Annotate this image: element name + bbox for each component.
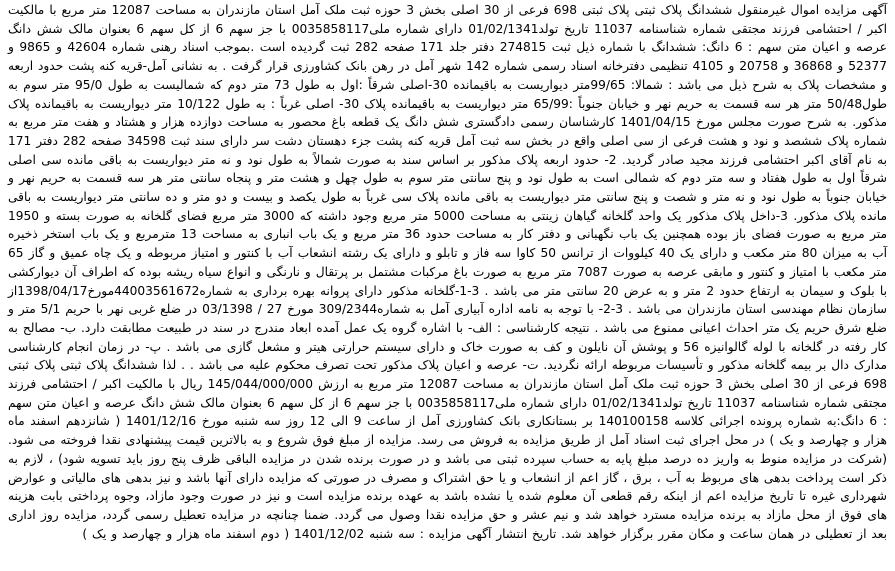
notice-body-text: آگهی مزایده اموال غیرمنقول ششدانگ پلاک ثبتی پلاک ثبتی 698 فرعی از 30 اصلی بخش 3 حوزه ثبت ملک آمل استان مازندران به مساحت 12087 متر مربع با مالکیت اکبر / احتشامی فرزند مجتقی شماره شناسنامه 11037 تاریخ تولد01/02/1341 دارای شماره ملی0035858117 با جز سهم 6 از کل سهم 6 بعنوان مالک شش دانگ عرصه و اعیان متن سهم : 6 دانگ: ششدانگ با شماره ذیل ثبت 274815 دفتر جلد 171 صفحه 282 ثبت گردیده است .بموجب اسناد رهنی شماره 42604 و 9865 و 52377 و 36868 و 20758 و 4105 تنظیمی دفترخانه اسناد رسمی شماره 142 شهر آمل در رهن بانک کشاورزی قرار گرفت . به نشانی آمل-قریه کنه پشت حدود اربعه و مشخصات پلاک به شرح ذیل می باشد : شمالا: 99/65متر دیواریست به باقیمانده 30-اصلی شرقاً :اول به طول 73 متر دوم که شمالیست به طول 95/0 متر سوم به طول50/48 متر هر سه قسمت به حریم نهر و خیابان جنوباً :65/99 متر دیواریست به باقیمانده پلاک 30- اصلی غرباً : به طول 10/122 متر دیواریست به باقیمانده پلاک مذکور. به شرح صورت مجلس مورخ 1401/04/15 کارشناسان رسمی دادگستری شش دانگ یک قطعه باغ محصور به مساحت دوازده هزار و هشتاد و هفت متر مربع به شماره پلاک ششصد و نود و هشت فرعی از سی اصلی واقع در بخش سه ثبت آمل قریه کنه پشت جزء دهستان دشت سر دارای سند ثبت 34598 صفحه 282 دفتر 171 به نام آقای اکبر احتشامی فرزند مجید صادر گردید. 2- حدود اربعه پلاک مذکور بر اساس سند به صورت شمالاً به طول نود و نه متر دیواریست به باقی مانده سی اصلی شرقاً اول به طول هفتاد و سه متر دوم که شمالی است به طول نود و پنج سانتی متر سوم به طول چهل و هشت متر و پنجاه سانتی متر هر سه قسمت به حریم نهر و خیابان جنوباً به طول نود و نه متر و شصت و پنج سانتی متر دیواریست به باقی مانده پلاک سی غرباً به طول یکصد و بیست و دو متر و ده سانتی متر دیواریست به باقی مانده پلاک مذکور. 3-داخل پلاک مذکور یک واحد گلخانه گیاهان زینتی به مساحت 5000 متر مربع وجود داشته که 3000 متر مربع فضای گلخانه به صورت بسته و 1950 متر مربع به صورت فضای باز بوده همچنین یک باب نگهبانی و دفتر کار به مساحت حدود 36 متر مربع و یک باب انباری به مساحت 13 مترمربع و یک باب استخر ذخیره آب به میزان 80 متر مکعب و دارای یک 40 کیلووات از ترانس 50 کاوا سه فاز و تابلو و دارای یک رشته انشعاب آب با کنتور و امتیاز مربوطه و یک چاه عمیق و گاز 65 متر مکعب با امتیاز و کنتور و مابقی عرصه به صورت 7087 متر مربع به صورت باغ مرکبات مشتمل بر پرتقال و نارنگی و انواع سیاه ریشه بوده که اطراف آن دیوارکشی با بلوک و سیمان به ارتفاع حدود 2 متر و به عرض 20 سانتی متر می باشد . 3-1-گلخانه مذکور دارای پروانه بهره برداری به شماره44003561672مورخ1398/04/17از سازمان نظام مهندسی استان مازندران می باشد . 3-2- با توجه به نامه اداره آبیاری آمل به شماره309/2344 مورخ 27 / 03/1398 در ضلع غربی نهر با حریم 5/1 متر و ضلع شرق حریم یک متر احداث اعیانی ممنوع می باشد . نتیجه کارشناسی : الف- با اشاره گروه یک عمل آمده ابعاد مندرج در سند در طبیعت مطابقت دارد. ب- مصالح به کار رفته در گلخانه با لوله گالوانیزه 56 و پوشش آن نایلون و کف به صورت خاک و دارای سیستم حرارتی هیتر و مشعل گازی می باشد . پ- در زمان انجام کارشناسی مدارک دال بر بیمه گلخانه مذکور و تأسیسات مربوطه ارائه نگردید. ت- عرصه و اعیان پلاک مذکور تحت تصرف محکوم علیه می باشد . . لذا ششدانگ پلاک ثبتی پلاک ثبتی 698 فرعی از 30 اصلی بخش 3 حوزه ثبت ملک آمل استان مازندران به مساحت 12087 متر مربع به ارزش 145/044/000/000 ریال با مالکیت اکبر / احتشامی فرزند مجتقی شماره شناسنامه 11037 تاریخ تولد01/02/1341 دارای شماره ملی0035858117 با جز سهم 6 از کل سهم 6 بعنوان مالک شش دانگ عرصه و اعیان متن سهم : 6 دانگ:به شماره پرونده اجرائی کلاسه 140100158 بر بستانکاری بانک کشاورزی آمل از ساعت 9 الی 12 روز سه شنبه مورخ 1401/12/16 ( شانزدهم اسفند ماه هزار و چهارصد و یک ) در محل اجرای ثبت اسناد آمل از طریق مزایده به فروش می رسد. مزایده از مبلغ فوق شروع و به بالاترین قیمت پیشنهادی نقدا فروخته می شود.(شرکت در مزایده منوط به واریز ده درصد مبلغ پایه به حساب سپرده ثبتی می باشد و در صورت برنده شدن در مزایده الباقی ظرف پنج روز باید تسویه شود) ، لازم به ذکر است پرداخت بدهی های مربوط به آب ، برق ، گاز اعم از انشعاب و یا حق اشتراک و مصرف در صورتی که مزایده دارای آنها باشد و نیز بدهی های مالیاتی و عوارض شهرداری غیره تا تاریخ مزایده اعم از اینکه رقم قطعی آن معلوم شده یا نشده باشد به عهده برنده مزایده است و نیز در صورت وجود مازاد، وجوه پرداختی بابت هزینه های فوق از محل مازاد به برنده مزایده مسترد خواهد شد و نیم عشر و حق مزایده نقدا وصول می گردد. ضمنا چنانچه در مزایده تعطیل رسمی گردد، مزایده روز اداری بعد از تعطیلی در همان ساعت و مکان مقرر برگزار خواهد شد. تاریخ انتشار آگهی مزایده : سه شنبه 1401/12/02 ( دوم اسفند ماه هزار و چهارصد و یک ) [8, 3, 888, 541]
